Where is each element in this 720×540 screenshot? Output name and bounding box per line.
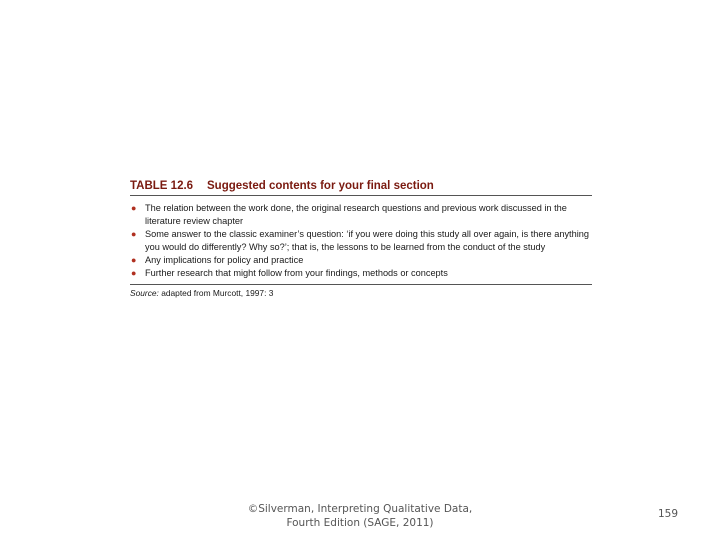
bullet-icon: ●: [131, 255, 137, 265]
list-item: [130, 202, 592, 228]
source-text: adapted from Murcott, 1997: 3: [158, 288, 274, 298]
bullet-icon: ●: [131, 229, 137, 239]
list-item-text: Some answer to the classic examiner’s question: ‘if you were doing this study all over again, is there anything you would do differently? Why so?’; that is, the lessons to be learned from the conduct of the study: [145, 229, 589, 252]
list-item-text: The relation between the work done, the original research questions and previous work discussed in the literature review chapter: [145, 203, 567, 226]
bullet-icon: ●: [131, 268, 137, 278]
table-bottom-rule: [130, 284, 592, 285]
table-12-6: [130, 178, 592, 299]
table-bullet-list: [130, 196, 592, 284]
list-item: [130, 254, 592, 267]
table-number: TABLE 12.6: [130, 180, 194, 192]
credit-line-2: Fourth Edition (SAGE, 2011): [286, 517, 434, 529]
list-item: [130, 267, 592, 280]
bullet-icon: ●: [131, 203, 137, 213]
list-item-text: Any implications for policy and practice: [145, 255, 304, 265]
copyright-credit: [230, 502, 490, 530]
page-number: 159: [657, 508, 679, 520]
table-title: [130, 178, 592, 194]
source-label: Source:: [130, 288, 159, 298]
list-item: [130, 228, 592, 254]
table-source: [130, 287, 592, 299]
list-item-text: Further research that might follow from your findings, methods or concepts: [145, 268, 448, 278]
credit-line-1: ©Silverman, Interpreting Qualitative Data,: [247, 503, 473, 515]
table-caption: Suggested contents for your final section: [207, 180, 434, 192]
